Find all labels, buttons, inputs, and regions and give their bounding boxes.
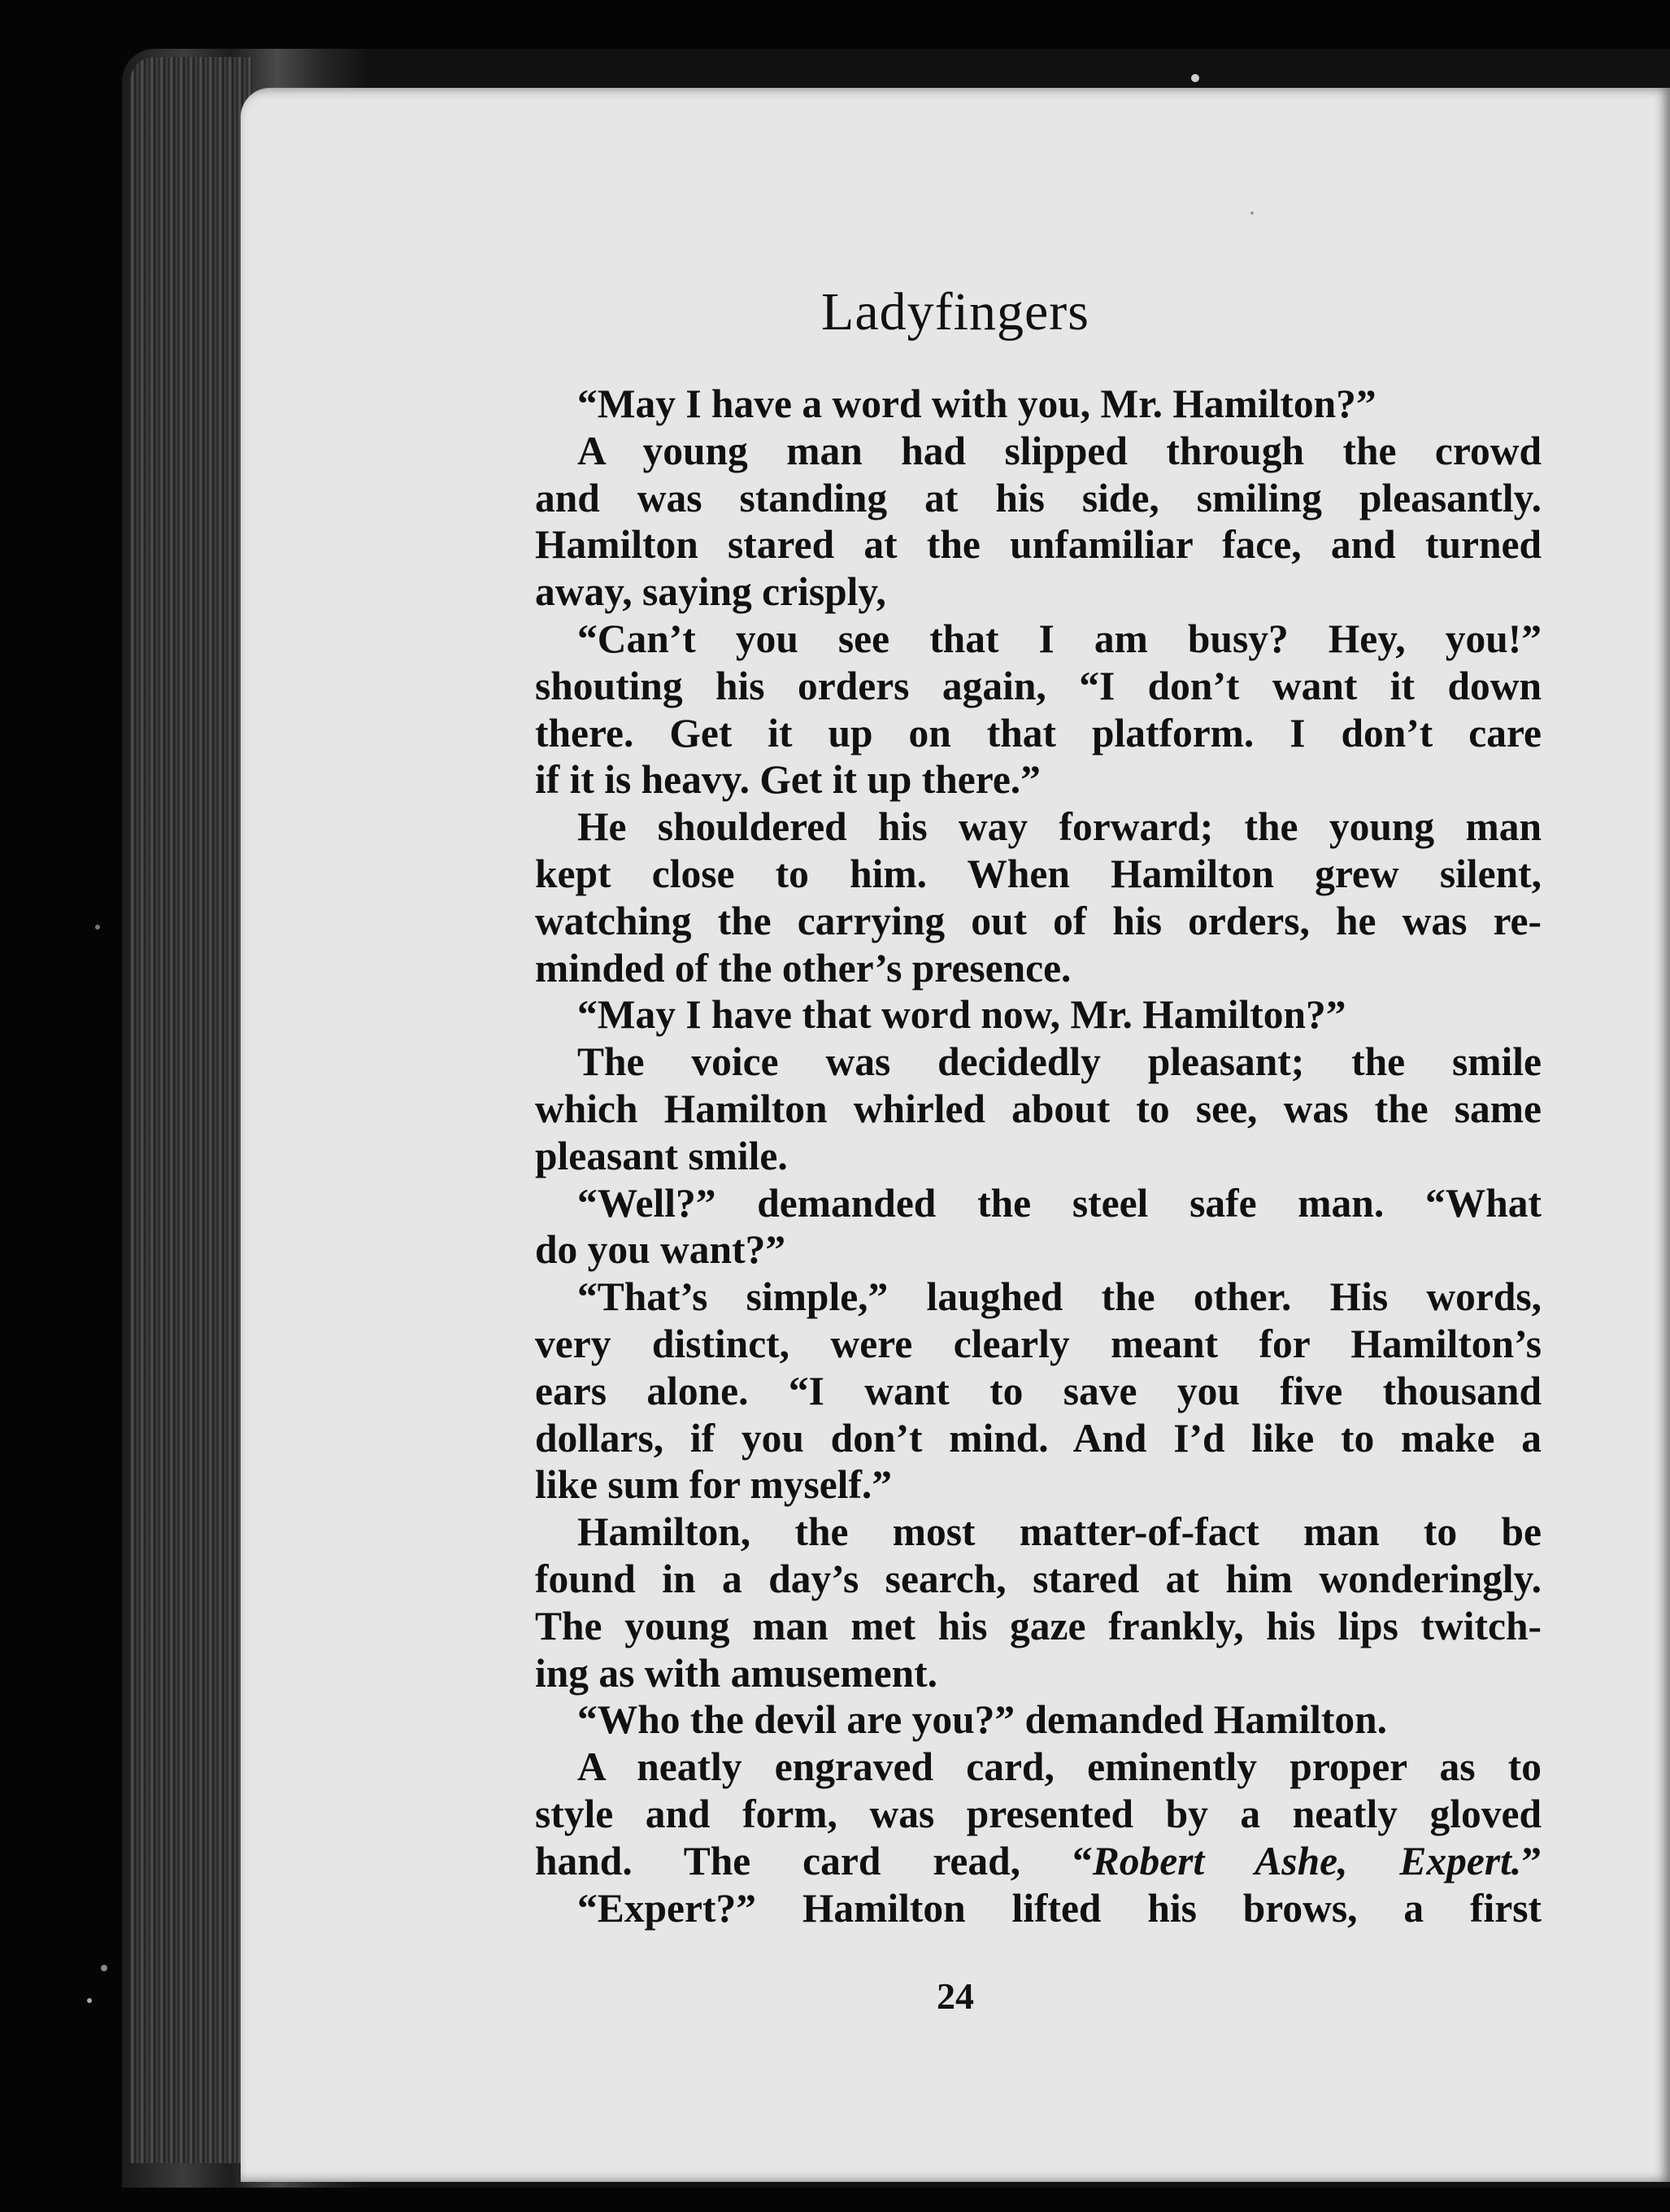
text-line-content: The young man met his gaze frankly, his lips twitch- — [535, 1603, 1542, 1648]
text-line — [535, 1791, 1542, 1838]
text-line-content: like sum for myself.” — [535, 1462, 893, 1508]
text-line — [535, 1744, 1542, 1791]
text-line-content: “May I have that word now, Mr. Hamilton?” — [577, 992, 1346, 1038]
text-line — [535, 663, 1542, 710]
running-head: Ladyfingers — [821, 282, 1089, 342]
text-line-content: “That’s simple,” laughed the other. His words, — [577, 1274, 1542, 1320]
text-line — [535, 1509, 1542, 1556]
text-line-content: Hamilton stared at the unfamiliar face, and turned — [535, 522, 1542, 568]
text-line — [535, 1039, 1542, 1086]
text-line — [535, 898, 1542, 945]
text-line-content: do you want?” — [535, 1227, 786, 1273]
book-page — [241, 88, 1670, 2182]
text-line-content: A neatly engraved card, eminently proper as to — [577, 1744, 1542, 1790]
text-line-content: minded of the other’s presence. — [535, 945, 1072, 991]
text-line — [535, 1556, 1542, 1603]
text-line-content: dollars, if you don’t mind. And I’d like to make a — [535, 1415, 1542, 1461]
text-line — [535, 1885, 1542, 1932]
text-line — [535, 945, 1542, 992]
text-line-content: A young man had slipped through the crowd — [577, 428, 1542, 473]
italic-card-text: Robert Ashe, Expert. — [1092, 1838, 1522, 1883]
text-line-content: there. Get it up on that platform. I don’t care — [535, 710, 1542, 755]
text-line — [535, 568, 1542, 616]
text-line-content: which Hamilton whirled about to see, was the same — [535, 1086, 1542, 1131]
text-line — [535, 756, 1542, 803]
text-line — [535, 1180, 1542, 1227]
text-line — [535, 1603, 1542, 1650]
text-line — [535, 521, 1542, 568]
text-line-content: The voice was decidedly pleasant; the smile — [577, 1039, 1542, 1085]
text-line — [535, 710, 1542, 757]
text-line — [535, 1133, 1542, 1180]
text-line-content: “May I have a word with you, Mr. Hamilton?” — [577, 381, 1376, 426]
text-line — [535, 1368, 1542, 1415]
text-line — [535, 1226, 1542, 1274]
text-line-content: found in a day’s search, stared at him wonderingly. — [535, 1556, 1542, 1601]
text-line-content: ing as with amusement. — [535, 1650, 938, 1696]
text-line — [535, 1650, 1542, 1697]
text-line-content: He shouldered his way forward; the young man — [577, 804, 1542, 850]
text-line — [535, 616, 1542, 663]
text-line-content: style and form, was presented by a neatly gloved — [535, 1791, 1542, 1836]
closing-quote: ” — [1521, 1838, 1542, 1883]
text-line-content: ears alone. “I want to save you five thousand — [535, 1368, 1542, 1413]
text-line-content: if it is heavy. Get it up there.” — [535, 757, 1041, 803]
text-line — [535, 1696, 1542, 1744]
text-line-content: and was standing at his side, smiling pleasantly. — [535, 475, 1542, 520]
text-line-content: very distinct, were clearly meant for Hamilton’s — [535, 1321, 1542, 1366]
text-line — [535, 1321, 1542, 1368]
text-line-content: hand. The card read, “ — [535, 1838, 1093, 1883]
text-line — [535, 991, 1542, 1039]
text-line-content: shouting his orders again, “I don’t want it down — [535, 663, 1542, 708]
text-line — [535, 1415, 1542, 1462]
text-line-content: “Who the devil are you?” demanded Hamilton. — [577, 1697, 1388, 1743]
text-line — [535, 1086, 1542, 1133]
text-line — [535, 1274, 1542, 1321]
text-line — [535, 381, 1542, 428]
page-edges — [130, 57, 252, 2163]
text-line — [535, 803, 1542, 851]
text-line-content: kept close to him. When Hamilton grew silent, — [535, 851, 1542, 896]
text-line-content: “Well?” demanded the steel safe man. “What — [577, 1180, 1542, 1226]
text-line — [535, 1461, 1542, 1509]
text-line — [535, 428, 1542, 475]
text-line — [535, 475, 1542, 522]
page-number: 24 — [937, 1975, 974, 2017]
text-line-content: away, saying crisply, — [535, 569, 886, 615]
text-line-content: watching the carrying out of his orders, he was re- — [535, 898, 1542, 943]
text-line-content: “Expert?” Hamilton lifted his brows, a first — [577, 1885, 1542, 1931]
text-line — [535, 851, 1542, 898]
body-text — [535, 381, 1542, 1931]
text-line-content: pleasant smile. — [535, 1133, 788, 1178]
text-line-content: Hamilton, the most matter-of-fact man to be — [577, 1509, 1542, 1555]
text-line-content: “Can’t you see that I am busy? Hey, you!” — [577, 616, 1542, 661]
text-line — [535, 1838, 1542, 1885]
